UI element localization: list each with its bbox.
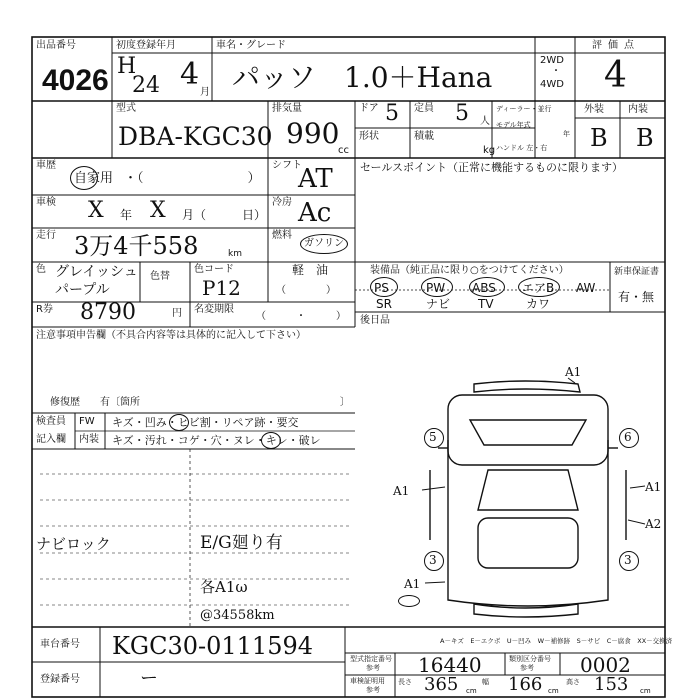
name-change-value: （ ・ ） <box>256 311 346 322</box>
inspection-year-unit: 年 <box>120 208 133 222</box>
displacement-label: 排気量 <box>272 103 302 114</box>
diagram-legend: A－キズ E－エクボ U－凹み W－補修跡 S－サビ C－腐食 XX－交換済 <box>440 637 673 645</box>
width-unit: cm <box>548 687 559 695</box>
doors-label: ドア <box>359 103 379 114</box>
fuel-diesel: 軽 油 <box>292 263 329 277</box>
type-designation-value: 16440 <box>418 653 482 677</box>
load-unit: kg <box>483 145 496 156</box>
chassis-label: 車台番号 <box>40 639 80 650</box>
mileage-label: 走行 <box>36 230 56 241</box>
year-unit: 年 <box>563 130 570 138</box>
height-unit: cm <box>640 687 651 695</box>
car-name-label: 車名・グレード <box>216 40 286 51</box>
category-label: 類別区分番号 <box>509 655 551 663</box>
int-nure-circle <box>261 432 281 449</box>
mileage-unit: km <box>228 249 242 259</box>
repair-history-label: 修復歴 有〔箇所 <box>50 397 140 408</box>
equipment-label: 装備品（純正品に限り○をつけてください） <box>370 265 569 276</box>
equip-sr: SR <box>376 297 392 311</box>
equip-ps: PS <box>374 281 389 295</box>
certificate-label: 車検証明用 <box>350 677 385 685</box>
equip-pw-circle <box>421 277 453 297</box>
color-change-label: 色替 <box>150 271 170 282</box>
inspection-label: 車検 <box>36 197 56 208</box>
notes-label: 注意事項申告欄（不具合内容等は具体的に記入して下さい） <box>36 330 306 341</box>
capacity-unit: 人 <box>480 116 490 127</box>
odometer-note: @34558km <box>200 608 275 623</box>
mark-roof: A1 <box>565 365 582 379</box>
width-value: 166 <box>508 674 543 695</box>
mark-right-rear: A2 <box>645 517 662 531</box>
interior-items: キズ・汚れ・コゲ・穴・ヌレ・キレ・破レ <box>112 434 321 447</box>
length-value: 365 <box>424 674 459 695</box>
recycle-label: R券 <box>36 304 53 315</box>
model-year-label: モデル年式 <box>496 121 531 129</box>
recycle-value: 8790 <box>80 300 136 325</box>
car-outline <box>430 381 626 617</box>
spare-tire-icon <box>398 595 420 607</box>
inspection-year-value: X <box>88 198 104 223</box>
aftermarket-label: 後日品 <box>360 315 390 326</box>
fw-dent-circle <box>169 414 189 431</box>
mark-3-right: 3 <box>624 553 632 567</box>
capacity-value: 5 <box>455 101 469 126</box>
interior-grade: B <box>636 124 654 152</box>
height-value: 153 <box>594 674 629 695</box>
inspection-month-value: X <box>150 198 166 223</box>
first-registration-label: 初度登録年月 <box>116 40 176 51</box>
new-warranty-value: 有・無 <box>618 290 655 304</box>
equip-navi: ナビ <box>426 297 451 311</box>
interior-label: 内装 <box>628 104 648 115</box>
capacity-label: 定員 <box>414 103 434 114</box>
drive-dot: ・ <box>551 66 561 77</box>
shift-label: シフト <box>272 160 302 171</box>
fw-items: キズ・凹み・ヒビ割・リペア跡・要交 <box>112 416 299 429</box>
shape-label: 形状 <box>359 131 379 142</box>
mileage-value: 3万4千558 <box>74 232 199 260</box>
ac-label: 冷房 <box>272 197 292 208</box>
name-change-label: 名変期限 <box>194 304 234 315</box>
displacement-value: 990 <box>286 117 340 150</box>
color-value: グレイッシュパープル <box>55 264 138 298</box>
sales-point-label: セールスポイント（正常に機能するものに限ります） <box>360 161 624 174</box>
equip-tv: TV <box>478 297 494 311</box>
record-label: 記入欄 <box>36 434 66 445</box>
equip-airbag: エアB <box>522 281 555 295</box>
navi-lock-note: ナビロック <box>36 535 111 553</box>
car-name-value: パッソ 1.0＋Hana <box>232 61 493 94</box>
category-value: 0002 <box>580 653 631 677</box>
equip-ps-circle <box>370 277 398 297</box>
recycle-unit: 円 <box>172 308 182 319</box>
handle-label: ハンドル 左・右 <box>496 144 548 152</box>
registration-label: 登録番号 <box>40 674 80 685</box>
lot-number: 4026 <box>42 64 109 97</box>
type-label: 型式 <box>116 103 136 114</box>
score-value: 4 <box>604 55 627 96</box>
category-sub: 参考 <box>520 664 534 672</box>
certificate-sub: 参考 <box>366 686 380 694</box>
year-value: 24 <box>132 73 160 98</box>
equip-abs: ABS <box>472 281 496 295</box>
type-designation-sub: 参考 <box>366 664 380 672</box>
equip-airbag-circle <box>518 277 560 297</box>
mark-spare: A1 <box>404 577 421 591</box>
equip-abs-circle <box>469 277 505 297</box>
color-code-paren: （ ） <box>276 285 336 296</box>
width-label: 幅 <box>482 678 489 686</box>
type-designation-label: 型式指定番号 <box>350 655 392 663</box>
type-value: DBA-KGC30 <box>118 122 273 151</box>
displacement-unit: cc <box>338 145 349 156</box>
dealer-label: ディーラー・並行 <box>496 105 552 113</box>
lot-label: 出品番号 <box>36 40 76 51</box>
inspection-month-unit: 月（ 日） <box>182 208 267 222</box>
history-rest: ・（ ） <box>124 171 261 186</box>
month-unit: 月 <box>200 87 210 98</box>
ac-value: Ac <box>298 198 332 228</box>
diagram-leaders <box>422 378 645 583</box>
equip-pw: PW <box>426 281 446 295</box>
score-label: 評価点 <box>592 40 640 51</box>
era-value: H <box>117 54 137 79</box>
height-label: 高さ <box>566 678 580 686</box>
mark-3-left: 3 <box>429 553 437 567</box>
mark-right-door: A1 <box>645 480 662 494</box>
equip-kawa: カワ <box>526 297 551 311</box>
fw-label: FW <box>79 416 95 427</box>
drive-2wd: 2WD <box>540 55 564 66</box>
month-value: 4 <box>180 57 200 92</box>
history-value: 自家用 <box>74 171 114 186</box>
registration-value: ー <box>140 668 158 689</box>
equip-aw: AW <box>576 281 596 295</box>
color-code-value: P12 <box>202 276 241 300</box>
load-label: 積載 <box>414 131 434 142</box>
chassis-value: KGC30-0111594 <box>112 632 313 660</box>
fuel-value: ガソリン <box>304 238 344 249</box>
length-label: 長さ <box>398 678 412 686</box>
mark-6: 6 <box>624 430 632 444</box>
mark-left-door: A1 <box>393 484 410 498</box>
length-unit: cm <box>466 687 477 695</box>
shift-value: AT <box>298 164 333 194</box>
mark-5: 5 <box>429 430 437 444</box>
fuel-label: 燃料 <box>272 230 292 241</box>
drive-4wd: 4WD <box>540 79 564 90</box>
color-code-label: 色コード <box>194 264 234 275</box>
doors-value: 5 <box>385 101 399 126</box>
each-note: 各A1ω <box>200 578 248 596</box>
history-label: 車歴 <box>36 160 56 171</box>
inspector-label: 検査員 <box>36 416 66 427</box>
engine-note: E/G廻り有 <box>200 533 283 553</box>
new-warranty-label: 新車保証書 <box>614 267 660 277</box>
exterior-grade: B <box>590 124 608 152</box>
color-label: 色 <box>36 264 46 275</box>
exterior-label: 外装 <box>584 104 604 115</box>
repair-history-close: 〕 <box>340 397 350 408</box>
interior-row-label: 内装 <box>79 434 99 445</box>
